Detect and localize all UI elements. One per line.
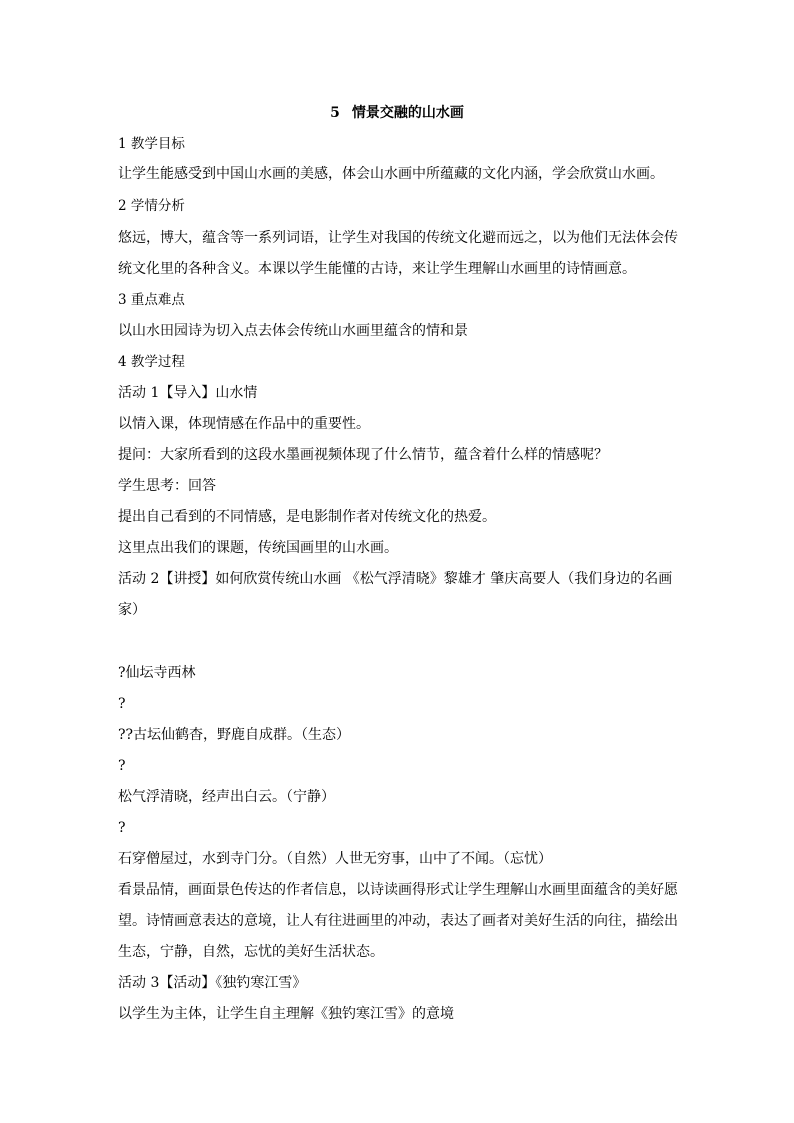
paragraph-analysis-line-2: 统文化里的各种含义。本课以学生能懂的古诗，来让学生理解山水画里的诗情画意。	[118, 261, 636, 277]
activity-2-heading-line-2: 家）	[118, 602, 146, 618]
poem-title: ?仙坛寺西林	[118, 665, 196, 681]
title-number: 5	[330, 105, 340, 121]
summary-line-1: 看景品情，画面景色传达的作者信息，以诗读画得形式让学生理解山水画里面蕴含的美好愿	[118, 882, 678, 898]
activity-1-heading: 活动 1【导入】山水情	[118, 385, 258, 401]
activity-3-line-1: 以学生为主体，让学生自主理解《独钓寒江雪》的意境	[118, 1006, 454, 1022]
activity-1-question: 提问：大家所看到的这段水墨画视频体现了什么情节，蕴含着什么样的情感呢？	[118, 447, 608, 463]
poem-mark-1: ?	[118, 696, 126, 712]
poem-line-2: 松气浮清晓，经声出白云。（宁静）	[118, 789, 335, 805]
summary-line-3: 生态，宁静，自然，忘忧的美好生活状态。	[118, 944, 384, 960]
section-heading-analysis: 2 学情分析	[118, 198, 185, 214]
activity-1-student: 学生思考：回答	[118, 478, 216, 494]
poem-line-3: 石穿僧屋过，水到寺门分。（自然）人世无穷事，山中了不闻。（忘忧）	[118, 851, 552, 867]
paragraph-analysis-line-1: 悠远，博大，蕴含等一系列词语，让学生对我国的传统文化避而远之，以为他们无法体会传	[118, 230, 678, 246]
activity-1-line-2: 提出自己看到的不同情感，是电影制作者对传统文化的热爱。	[118, 509, 496, 525]
poem-mark-3: ?	[118, 820, 126, 836]
activity-1-line-1: 以情入课，体现情感在作品中的重要性。	[118, 416, 370, 432]
paragraph-key-points: 以山水田园诗为切入点去体会传统山水画里蕴含的情和景	[118, 323, 468, 339]
activity-3-heading: 活动 3【活动】《独钓寒江雪》	[118, 975, 307, 991]
poem-line-1: ??古坛仙鹤杳，野鹿自成群。（生态）	[118, 727, 351, 743]
section-heading-key-points: 3 重点难点	[118, 292, 185, 308]
activity-1-line-3: 这里点出我们的课题，传统国画里的山水画。	[118, 540, 398, 556]
page-title	[0, 103, 794, 123]
section-heading-process: 4 教学过程	[118, 354, 185, 370]
activity-2-heading-line-1: 活动 2【讲授】如何欣赏传统山水画 《松气浮清晓》黎雄才 肇庆高要人（我们身边的名画	[118, 571, 673, 587]
poem-mark-2: ?	[118, 758, 126, 774]
summary-line-2: 望。诗情画意表达的意境，让人有往进画里的冲动，表达了画者对美好生活的向往，描绘出	[118, 913, 678, 929]
section-heading-goals: 1 教学目标	[118, 136, 185, 152]
title-text: 情景交融的山水画	[351, 105, 464, 121]
paragraph-goals: 让学生能感受到中国山水画的美感，体会山水画中所蕴藏的文化内涵，学会欣赏山水画。	[118, 166, 664, 182]
